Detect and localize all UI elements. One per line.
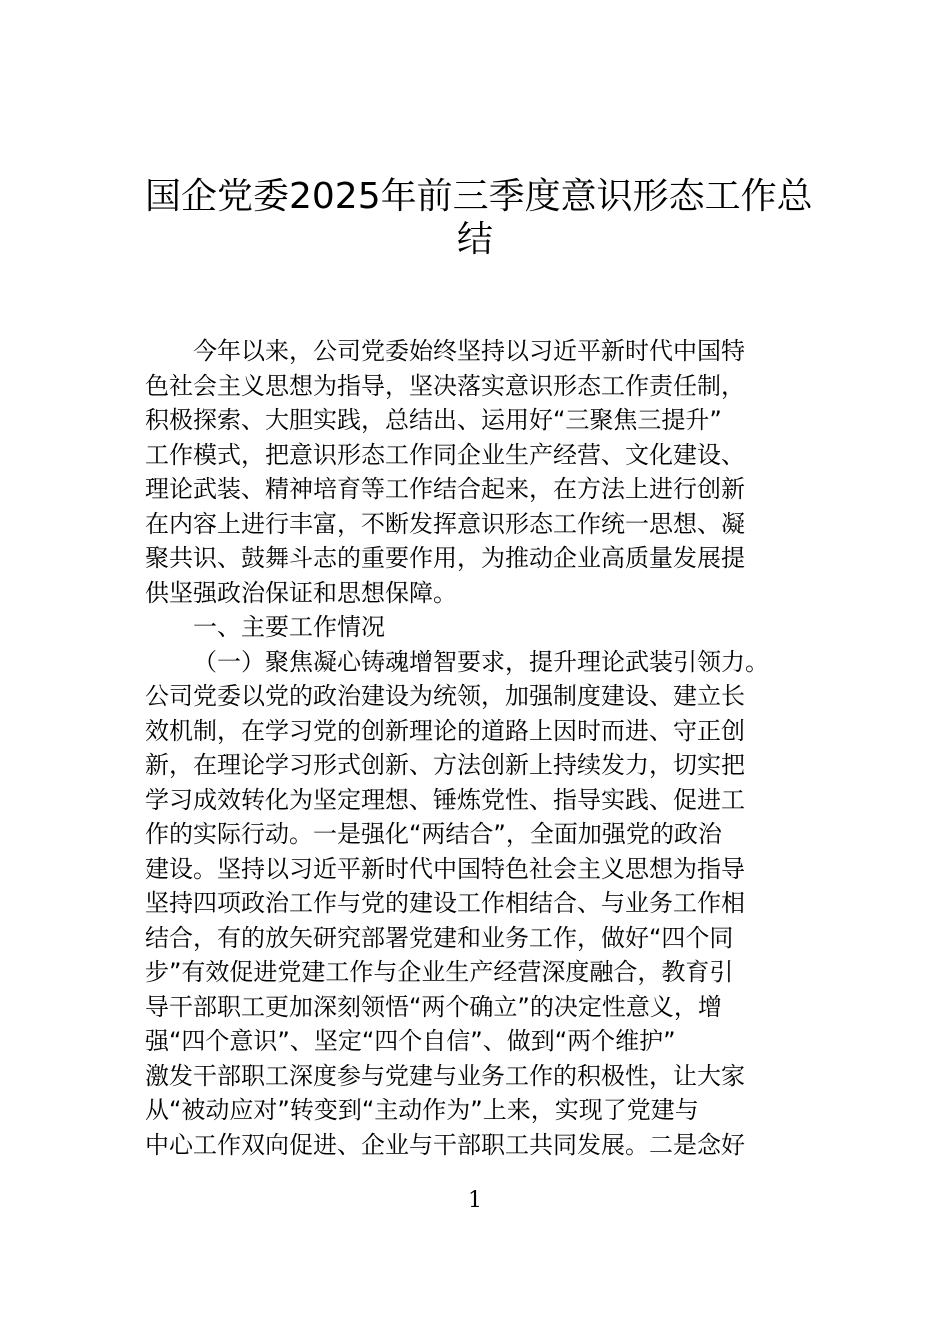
paragraph-line: 导干部职工更加深刻领悟“两个确立”的决定性意义，增: [145, 992, 722, 1021]
paragraph-line: 色社会主义思想为指导，坚决落实意识形态工作责任制，: [145, 371, 745, 400]
paragraph-line: 公司党委以党的政治建设为统领，加强制度建设、建立长: [145, 682, 745, 710]
paragraph-line: 今年以来，公司党委始终坚持以习近平新时代中国特: [193, 337, 745, 365]
paragraph-line: 工作模式，把意识形态工作同企业生产经营、文化建设、: [145, 440, 745, 469]
document-body: [145, 334, 815, 1162]
subsection-heading: （一）聚焦凝心铸魂增智要求，提升理论武装引领力。: [193, 647, 769, 676]
page-number: 1: [468, 1188, 482, 1213]
paragraph-line: 中心工作双向促进、企业与干部职工共同发展。二是念好: [145, 1130, 745, 1159]
paragraph-line: 结合，有的放矢研究部署党建和业务工作，做好“四个同: [145, 923, 734, 952]
document-title-line-2: 结: [456, 219, 493, 260]
document-title-line-1: 国企党委2025年前三季度意识形态工作总: [145, 176, 813, 217]
paragraph-line: 理论武装、精神培育等工作结合起来，在方法上进行创新: [145, 475, 745, 503]
paragraph-line: 学习成效转化为坚定理想、锤炼党性、指导实践、促进工: [145, 785, 745, 814]
paragraph-line: 供坚强政治保证和思想保障。: [145, 578, 457, 607]
paragraph-line: 聚共识、鼓舞斗志的重要作用，为推动企业高质量发展提: [145, 544, 745, 572]
paragraph-line: 积极探索、大胆实践，总结出、运用好“三聚焦三提升”: [145, 406, 722, 434]
paragraph-line: 效机制，在学习党的创新理论的道路上因时而进、守正创: [145, 716, 745, 745]
section-heading: 一、主要工作情况: [193, 613, 385, 641]
paragraph-line: 强“四个意识”、坚定“四个自信”、做到“两个维护”: [145, 1027, 676, 1055]
paragraph-line: 从“被动应对”转变到“主动作为”上来，实现了党建与: [145, 1096, 699, 1124]
paragraph-line: 激发干部职工深度参与党建与业务工作的积极性，让大家: [145, 1061, 745, 1090]
paragraph-line: 新，在理论学习形式创新、方法创新上持续发力，切实把: [145, 751, 745, 779]
paragraph-line: 步”有效促进党建工作与企业生产经营深度融合，教育引: [145, 958, 734, 986]
paragraph-line: 在内容上进行丰富，不断发挥意识形态工作统一思想、凝: [145, 509, 745, 538]
paragraph-line: 建设。坚持以习近平新时代中国特色社会主义思想为指导: [145, 854, 745, 883]
paragraph-line: 作的实际行动。一是强化“两结合”，全面加强党的政治: [145, 820, 722, 848]
paragraph-line: 坚持四项政治工作与党的建设工作相结合、与业务工作相: [145, 889, 745, 917]
